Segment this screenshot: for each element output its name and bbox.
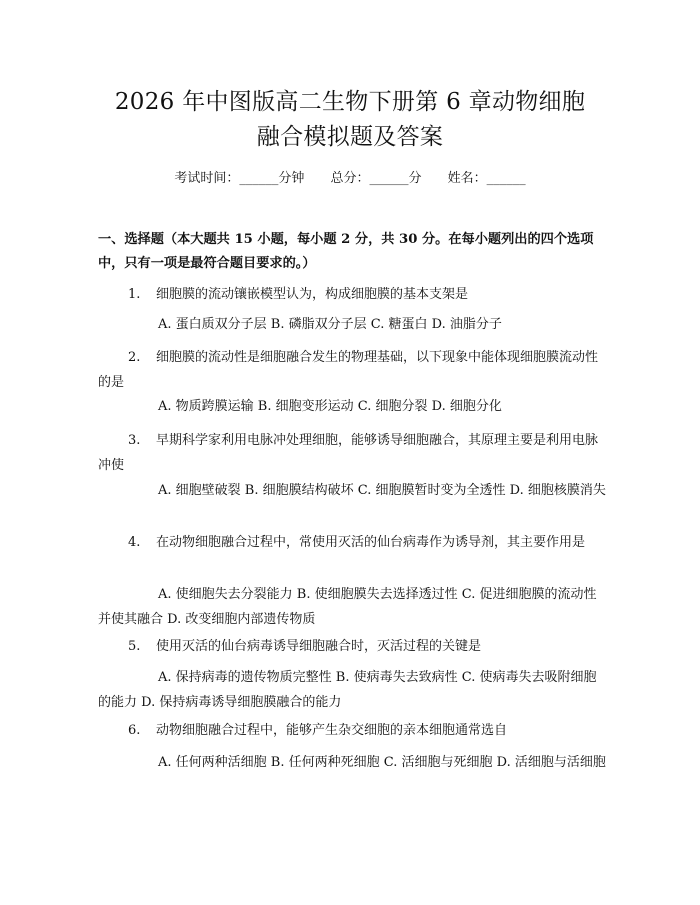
question-2-options: A. 物质跨膜运输 B. 细胞变形运动 C. 细胞分裂 D. 细胞分化	[158, 399, 502, 414]
document-title-line-1: 2026 年中图版高二生物下册第 6 章动物细胞	[114, 89, 586, 115]
question-3	[98, 428, 608, 478]
document-title-line-2: 融合模拟题及答案	[256, 124, 444, 150]
question-4-options: A. 使细胞失去分裂能力 B. 使细胞膜失去选择透过性 C. 促进细胞膜的流动性并使其融合 D. 改变细胞内部遗传物质	[98, 587, 597, 627]
exam-info	[0, 170, 700, 188]
section-heading: 一、选择题（本大题共 15 小题，每小题 2 分，共 30 分。在每小题列出的四个选项中，只有一项是最符合题目要求的。）	[98, 232, 594, 271]
question-stem: 早期科学家利用电脉冲处理细胞，能够诱导细胞融合，其原理主要是利用电脉冲使	[98, 433, 599, 473]
question-stem: 动物细胞融合过程中，能够产生杂交细胞的亲本细胞通常选自	[156, 723, 508, 738]
student-name: 姓名：______	[447, 171, 526, 186]
question-3-options: A. 细胞壁破裂 B. 细胞膜结构破坏 C. 细胞膜暂时变为全透性 D. 细胞核膜消失	[158, 483, 606, 498]
question-2	[98, 345, 608, 395]
question-number: 1.	[128, 287, 141, 302]
question-1-options: A. 蛋白质双分子层 B. 磷脂双分子层 C. 糖蛋白 D. 油脂分子	[158, 317, 502, 332]
question-stem: 细胞膜的流动性是细胞融合发生的物理基础，以下现象中能体现细胞膜流动性的是	[98, 350, 599, 390]
question-number: 3.	[128, 433, 141, 448]
question-stem: 细胞膜的流动镶嵌模型认为，构成细胞膜的基本支架是	[156, 287, 469, 302]
question-6-options: A. 任何两种活细胞 B. 任何两种死细胞 C. 活细胞与死细胞 D. 活细胞与活细胞	[158, 755, 606, 770]
question-5	[98, 634, 608, 659]
question-5-options: A. 保持病毒的遗传物质完整性 B. 使病毒失去致病性 C. 使病毒失去吸附细胞的能力 D. 保持病毒诱导细胞膜融合的能力	[98, 670, 597, 710]
question-4	[98, 530, 608, 555]
question-stem: 使用灭活的仙台病毒诱导细胞融合时，灭活过程的关键是	[156, 639, 482, 654]
question-number: 6.	[128, 723, 141, 738]
exam-score: 总分：______分	[330, 171, 422, 186]
question-number: 5.	[128, 639, 141, 654]
question-6	[98, 718, 608, 743]
question-number: 2.	[128, 350, 141, 365]
question-number: 4.	[128, 535, 141, 550]
question-stem: 在动物细胞融合过程中，常使用灭活的仙台病毒作为诱导剂，其主要作用是	[156, 535, 586, 550]
question-1	[98, 282, 608, 307]
exam-time: 考试时间：______分钟	[174, 171, 305, 186]
